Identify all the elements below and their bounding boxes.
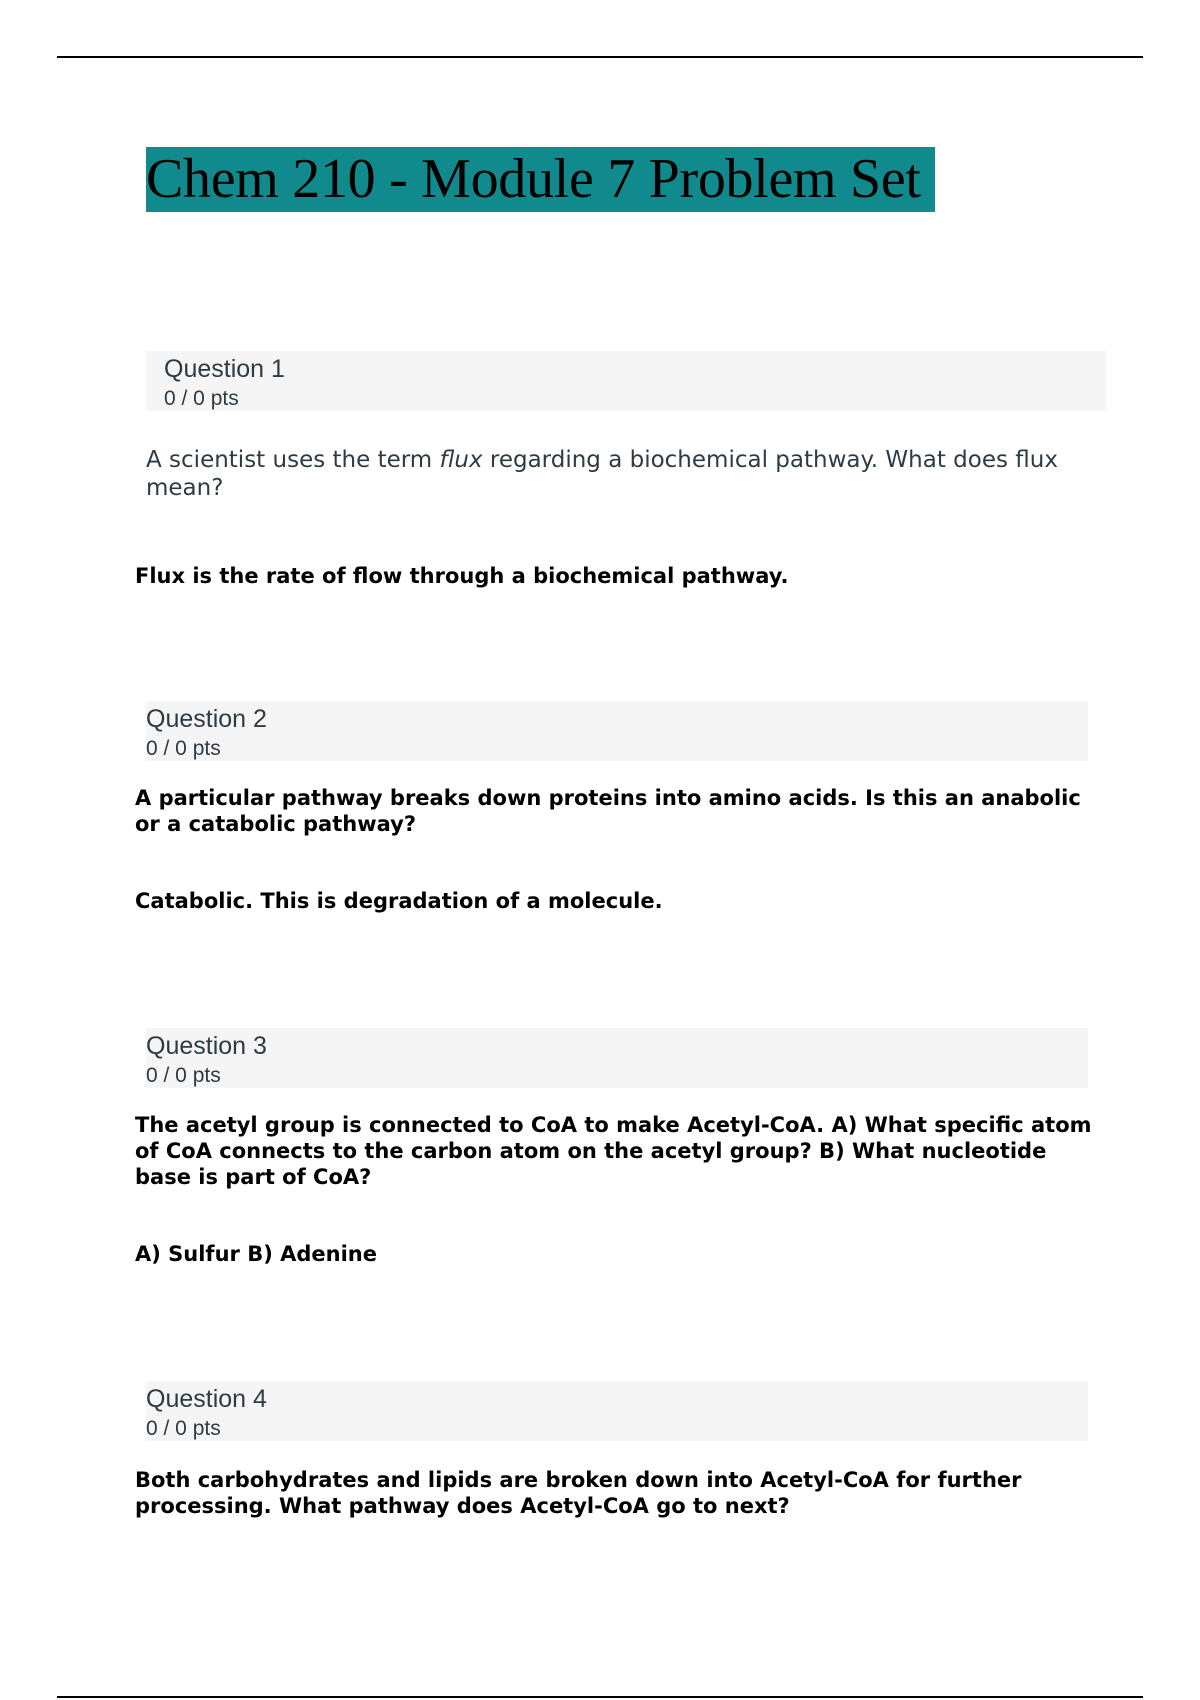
question-1-prompt-end: regarding a biochemical pathway. What does flux mean? <box>146 447 1058 501</box>
document-title-banner <box>146 147 935 212</box>
question-3-points: 0 / 0 pts <box>146 1064 221 1087</box>
question-2-points: 0 / 0 pts <box>146 737 221 760</box>
question-1-prompt-start: A scientist uses the term <box>146 447 440 473</box>
question-4-title: Question 4 <box>146 1385 267 1413</box>
document-title: Chem 210 - Module 7 Problem Set <box>146 148 921 210</box>
bottom-rule <box>57 1696 1143 1698</box>
question-2-prompt: A particular pathway breaks down proteins into amino acids. Is this an anabolic or a catabolic pathway? <box>135 786 1081 836</box>
question-3-answer: A) Sulfur B) Adenine <box>135 1242 377 1266</box>
question-2-title: Question 2 <box>146 705 267 733</box>
question-4-prompt: Both carbohydrates and lipids are broken down into Acetyl-CoA for further processing. What pathway does Acetyl-CoA go to next? <box>135 1468 1022 1518</box>
question-2-header <box>146 701 1088 761</box>
question-1-points: 0 / 0 pts <box>164 387 239 410</box>
question-1-prompt-term: flux <box>439 447 483 473</box>
question-1-prompt <box>146 446 1076 502</box>
question-3-title: Question 3 <box>146 1032 267 1060</box>
question-4-points: 0 / 0 pts <box>146 1417 221 1440</box>
top-rule <box>57 56 1143 58</box>
question-2-answer: Catabolic. This is degradation of a molecule. <box>135 889 663 913</box>
question-3-header <box>146 1028 1088 1088</box>
question-3-prompt: The acetyl group is connected to CoA to make Acetyl-CoA. A) What specific atom of CoA connects to the carbon atom on the acetyl group? B) What nucleotide base is part of CoA? <box>135 1113 1092 1189</box>
question-1-header <box>146 351 1106 411</box>
question-1-title: Question 1 <box>164 355 285 383</box>
question-1-answer: Flux is the rate of flow through a biochemical pathway. <box>135 564 789 588</box>
question-4-header <box>146 1381 1088 1441</box>
